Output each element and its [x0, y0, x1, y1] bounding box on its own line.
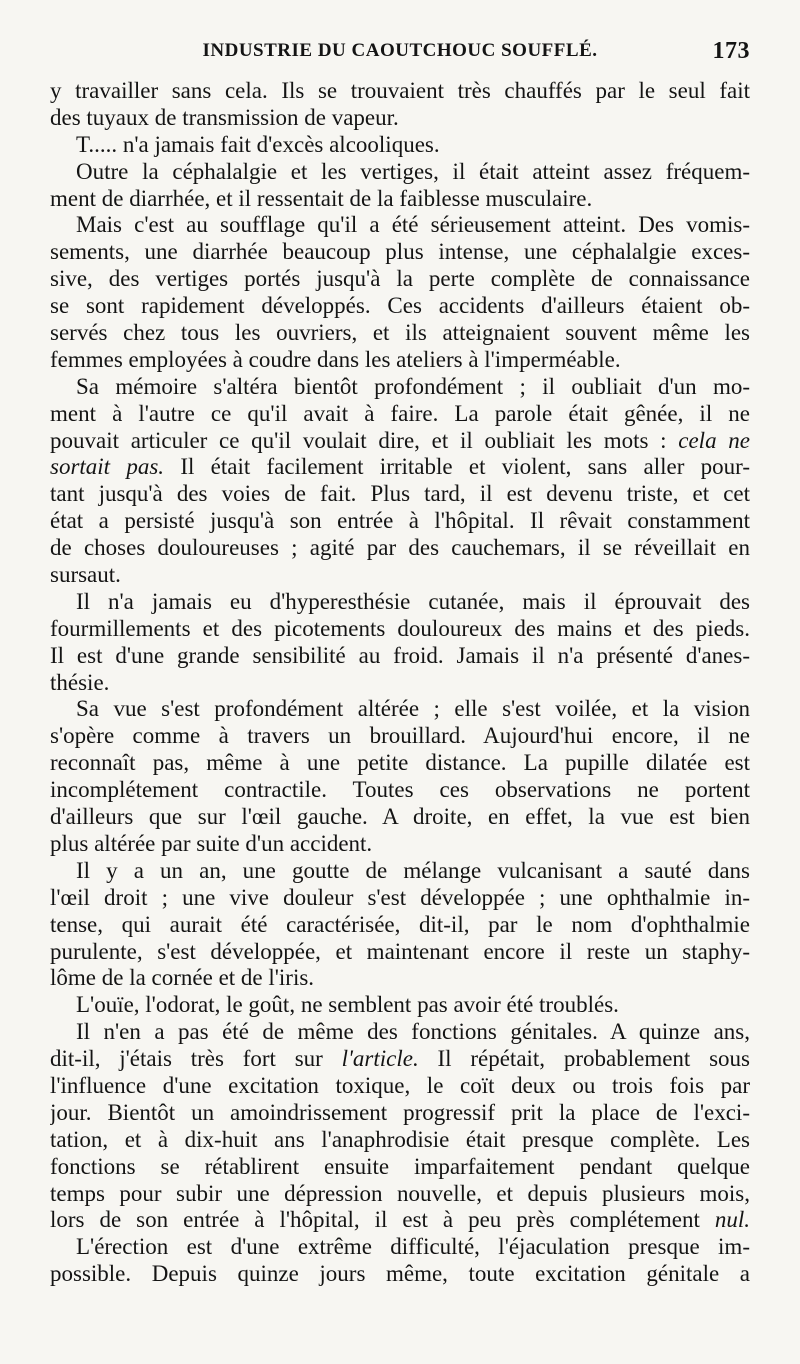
- running-head: [50, 38, 750, 78]
- text-run: sements, une diarrhée beaucoup plus intense, une céphalalgie exces-: [50, 239, 750, 265]
- text-line: [50, 508, 750, 535]
- text-line: [50, 858, 750, 885]
- text-line: [50, 132, 750, 159]
- text-run: s'opère comme à travers un brouillard. Aujourd'hui encore, il ne: [50, 723, 750, 749]
- body-text: [50, 78, 750, 1288]
- text-run: tense, qui aurait été caractérisée, dit-il, par le nom d'ophthalmie: [50, 911, 750, 937]
- text-line: [50, 454, 750, 481]
- text-run: Il n'a jamais eu d'hyperesthésie cutanée, mais il éprouvait des: [76, 588, 750, 614]
- text-run: pouvait articuler ce qu'il voulait dire, et il oubliait les mots :: [50, 427, 679, 453]
- text-line: [50, 266, 750, 293]
- text-run: sive, des vertiges portés jusqu'à la perte complète de connaissance: [50, 266, 750, 292]
- text-run: d'ailleurs que sur l'œil gauche. A droite, en effet, la vue est bien: [50, 804, 750, 830]
- text-line: [50, 1046, 750, 1073]
- text-line: [50, 750, 750, 777]
- text-run: de choses douloureuses ; agité par des cauchemars, il se réveillait en: [50, 535, 750, 561]
- text-run: ment à l'autre ce qu'il avait à faire. La parole était gênée, il ne: [50, 400, 750, 426]
- text-line: [50, 347, 750, 374]
- text-run: lôme de la cornée et de l'iris.: [50, 965, 315, 991]
- text-line: [50, 239, 750, 266]
- text-line: [50, 1073, 750, 1100]
- text-line: [50, 212, 750, 239]
- text-run: tant jusqu'à des voies de fait. Plus tard, il est devenu triste, et cet: [50, 481, 750, 507]
- text-line: [50, 1154, 750, 1181]
- text-run: l'influence d'une excitation toxique, le coït deux ou trois fois par: [50, 1072, 750, 1098]
- text-run: fonctions se rétablirent ensuite imparfaitement pendant quelque: [50, 1153, 750, 1179]
- text-line: [50, 535, 750, 562]
- text-run: plus altérée par suite d'un accident.: [50, 830, 373, 856]
- italic-text: cela ne: [678, 427, 750, 453]
- text-line: [50, 589, 750, 616]
- text-run: Il est d'une grande sensibilité au froid. Jamais il n'a présenté d'anes-: [50, 642, 750, 668]
- text-run: L'ouïe, l'odorat, le goût, ne semblent pas avoir été troublés.: [76, 992, 619, 1018]
- text-run: servés chez tous les ouvriers, et ils atteignaient souvent même les: [50, 320, 750, 346]
- text-run: L'érection est d'une extrême difficulté, l'éjaculation presque im-: [76, 1234, 750, 1260]
- text-line: [50, 1100, 750, 1127]
- text-line: [50, 777, 750, 804]
- text-run: Il répétait, probablement sous: [418, 1046, 750, 1072]
- text-run: l'œil droit ; une vive douleur s'est développée ; une ophthalmie in-: [50, 884, 750, 910]
- text-line: [50, 939, 750, 966]
- text-run: tation, et à dix-huit ans l'anaphrodisie était presque complète. Les: [50, 1126, 750, 1152]
- text-line: [50, 105, 750, 132]
- text-line: [50, 428, 750, 455]
- text-line: [50, 643, 750, 670]
- text-line: [50, 374, 750, 401]
- page-number: 173: [712, 38, 750, 64]
- text-line: [50, 885, 750, 912]
- text-run: Outre la céphalalgie et les vertiges, il était atteint assez fréquem-: [76, 158, 750, 184]
- text-run: lors de son entrée à l'hôpital, il est à peu près complétement: [50, 1207, 715, 1233]
- text-line: [50, 562, 750, 589]
- text-run: thésie.: [50, 669, 110, 695]
- text-line: [50, 696, 750, 723]
- text-run: ment de diarrhée, et il ressentait de la faiblesse musculaire.: [50, 185, 593, 211]
- text-run: Mais c'est au soufflage qu'il a été sérieusement atteint. Des vomis-: [76, 212, 750, 238]
- text-line: [50, 992, 750, 1019]
- text-run: femmes employées à coudre dans les ateliers à l'imperméable.: [50, 346, 621, 372]
- text-line: [50, 1181, 750, 1208]
- text-line: [50, 159, 750, 186]
- text-line: [50, 616, 750, 643]
- text-line: [50, 1127, 750, 1154]
- text-line: [50, 831, 750, 858]
- text-line: [50, 1207, 750, 1234]
- text-line: [50, 1261, 750, 1288]
- text-run: Il était facilement irritable et violent, sans aller pour-: [164, 454, 750, 480]
- text-run: Sa vue s'est profondément altérée ; elle s'est voilée, et la vision: [76, 696, 750, 722]
- text-run: Il y a un an, une goutte de mélange vulcanisant a sauté dans: [76, 857, 750, 883]
- text-line: [50, 804, 750, 831]
- text-run: des tuyaux de transmission de vapeur.: [50, 104, 399, 130]
- text-line: [50, 293, 750, 320]
- running-head-title: INDUSTRIE DU CAOUTCHOUC SOUFFLÉ.: [202, 40, 598, 61]
- text-line: [50, 481, 750, 508]
- text-line: [50, 1234, 750, 1261]
- text-run: dit-il, j'étais très fort sur: [50, 1046, 342, 1072]
- text-line: [50, 320, 750, 347]
- text-line: [50, 670, 750, 697]
- text-run: Sa mémoire s'altéra bientôt profondément ; il oubliait d'un mo-: [76, 373, 750, 399]
- text-line: [50, 78, 750, 105]
- text-line: [50, 965, 750, 992]
- text-run: se sont rapidement développés. Ces accidents d'ailleurs étaient ob-: [50, 293, 750, 319]
- text-run: fourmillements et des picotements douloureux des mains et des pieds.: [50, 615, 750, 641]
- text-run: sursaut.: [50, 562, 121, 588]
- text-run: purulente, s'est développée, et maintenant encore il reste un staphy-: [50, 938, 750, 964]
- text-run: reconnaît pas, même à une petite distance. La pupille dilatée est: [50, 750, 750, 776]
- text-line: [50, 1019, 750, 1046]
- italic-text: nul.: [714, 1207, 750, 1233]
- italic-text: l'article.: [341, 1046, 419, 1072]
- text-run: état a persisté jusqu'à son entrée à l'hôpital. Il rêvait constamment: [50, 508, 750, 534]
- text-run: jour. Bientôt un amoindrissement progressif prit la place de l'exci-: [50, 1099, 750, 1125]
- text-line: [50, 912, 750, 939]
- text-run: incomplétement contractile. Toutes ces observations ne portent: [50, 777, 750, 803]
- text-run: y travailler sans cela. Ils se trouvaient très chauffés par le seul fait: [50, 78, 750, 103]
- text-line: [50, 723, 750, 750]
- text-line: [50, 186, 750, 213]
- text-run: Il n'en a pas été de même des fonctions génitales. A quinze ans,: [76, 1019, 750, 1045]
- italic-text: sortait pas.: [50, 454, 165, 480]
- text-line: [50, 401, 750, 428]
- text-run: T..... n'a jamais fait d'excès alcooliques.: [76, 131, 440, 157]
- text-run: temps pour subir une dépression nouvelle, et depuis plusieurs mois,: [50, 1180, 750, 1206]
- text-run: possible. Depuis quinze jours même, toute excitation génitale a: [50, 1261, 750, 1287]
